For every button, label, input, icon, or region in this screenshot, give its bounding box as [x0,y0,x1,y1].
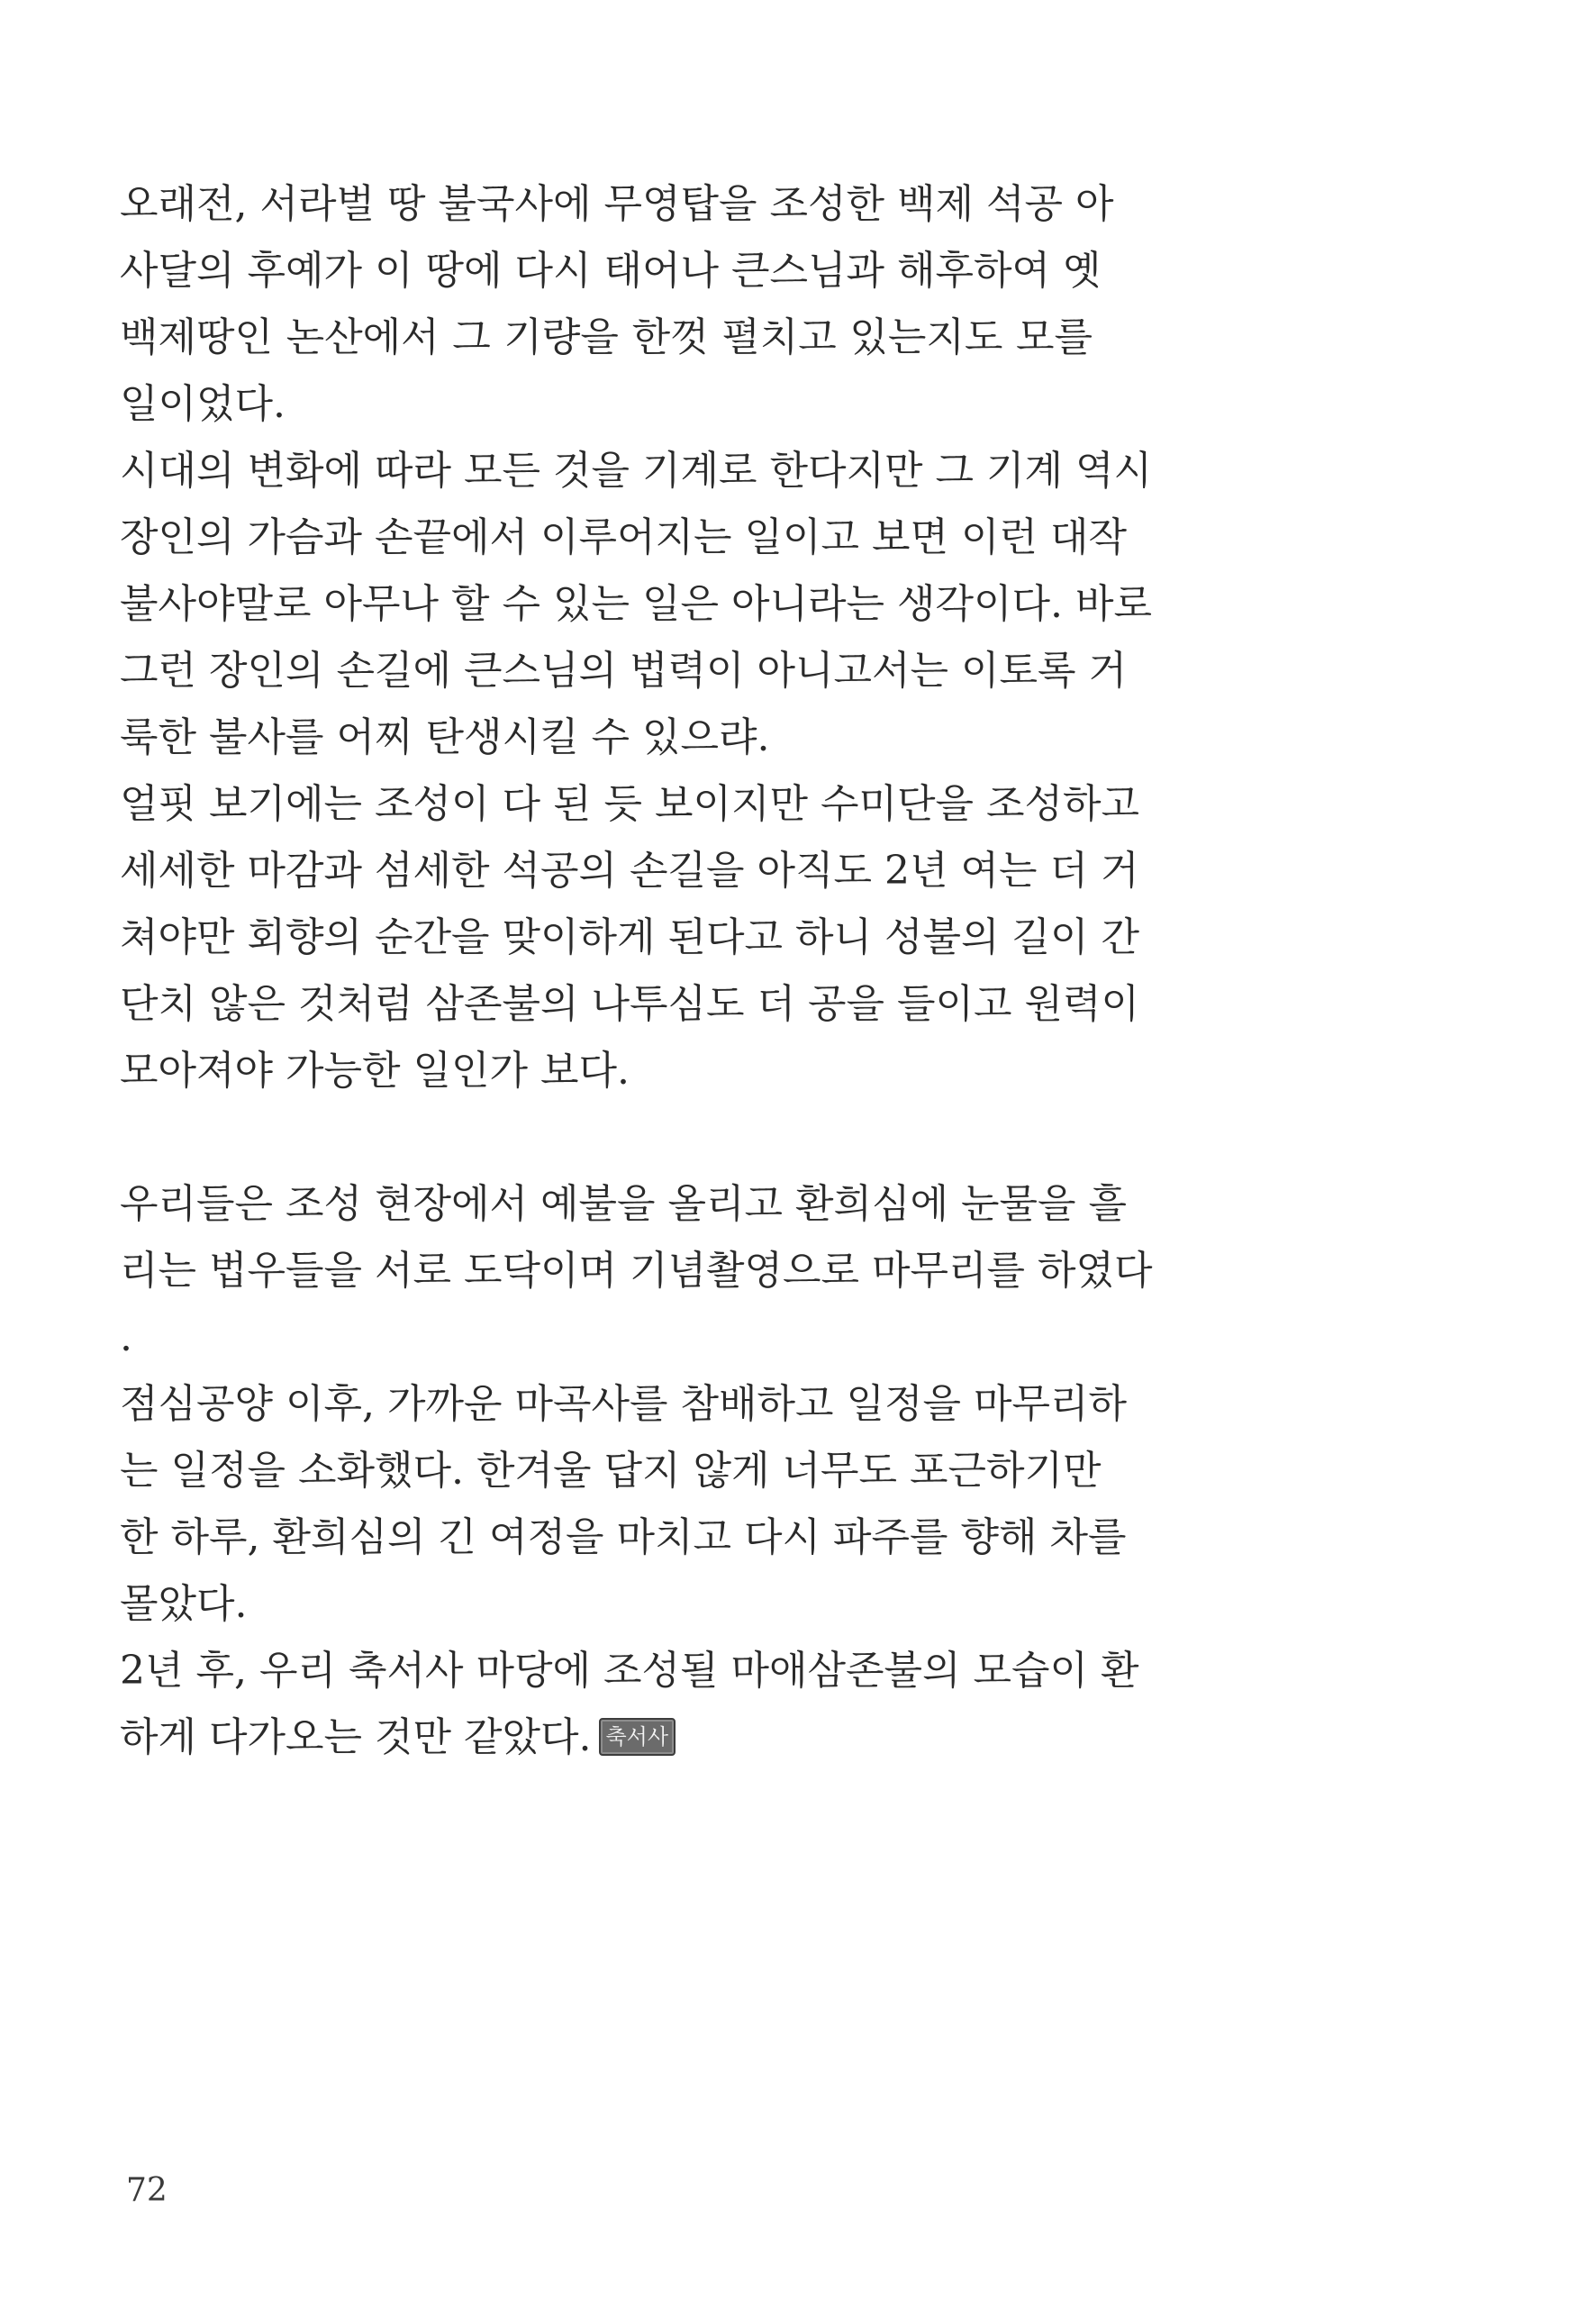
body-line-4: 일이었다. [120,381,286,427]
chukseosa-seal-icon: 축서사 [599,1718,676,1756]
body-line-20: 는 일정을 소화했다. 한겨울 답지 않게 너무도 포근하기만 [120,1448,1102,1494]
body-line-19: 점심공양 이후, 가까운 마곡사를 참배하고 일정을 마무리하 [120,1381,1127,1427]
body-line-2: 사달의 후예가 이 땅에 다시 태어나 큰스님과 해후하여 옛 [120,248,1102,294]
body-line-7: 불사야말로 아무나 할 수 있는 일은 아니라는 생각이다. 바로 [120,581,1152,627]
body-line-17: 리는 법우들을 서로 도닥이며 기념촬영으로 마무리를 하였다 [120,1248,1153,1294]
body-line-13: 단치 않은 것처럼 삼존불의 나투심도 더 공을 들이고 원력이 [120,981,1139,1027]
body-line-12: 쳐야만 회향의 순간을 맞이하게 된다고 하니 성불의 길이 간 [120,914,1139,960]
body-line-11: 세세한 마감과 섬세한 석공의 손길을 아직도 2년 여는 더 거 [120,848,1139,894]
body-line-9: 룩한 불사를 어찌 탄생시킬 수 있으랴. [120,714,770,760]
body-line-24 [120,1704,1093,1771]
page-number: 72 [126,2172,168,2209]
body-line-14: 모아져야 가능한 일인가 보다. [120,1048,630,1094]
body-line-8: 그런 장인의 손길에 큰스님의 법력이 아니고서는 이토록 거 [120,648,1127,694]
article-body [120,171,1153,1771]
body-line-22: 몰았다. [120,1581,248,1627]
body-line-16: 우리들은 조성 현장에서 예불을 올리고 환희심에 눈물을 흘 [120,1181,1127,1227]
body-line-21: 한 하루, 환희심의 긴 여정을 마치고 다시 파주를 향해 차를 [120,1514,1127,1560]
body-line-5: 시대의 변화에 따라 모든 것을 기계로 한다지만 그 기계 역시 [120,448,1152,494]
body-line-18: . [120,1314,132,1360]
body-line-24-text: 하게 다가오는 것만 같았다. [120,1714,592,1760]
body-line-3: 백제땅인 논산에서 그 기량을 한껏 펼치고 있는지도 모를 [120,314,1093,360]
body-line-1: 오래전, 서라벌 땅 불국사에 무영탑을 조성한 백제 석공 아 [120,181,1114,227]
body-line-10: 얼핏 보기에는 조성이 다 된 듯 보이지만 수미단을 조성하고 [120,781,1139,827]
body-line-6: 장인의 가슴과 손끝에서 이루어지는 일이고 보면 이런 대작 [120,514,1127,560]
paragraph-gap [120,1104,1093,1171]
body-line-23: 2년 후, 우리 축서사 마당에 조성될 마애삼존불의 모습이 환 [120,1648,1139,1694]
